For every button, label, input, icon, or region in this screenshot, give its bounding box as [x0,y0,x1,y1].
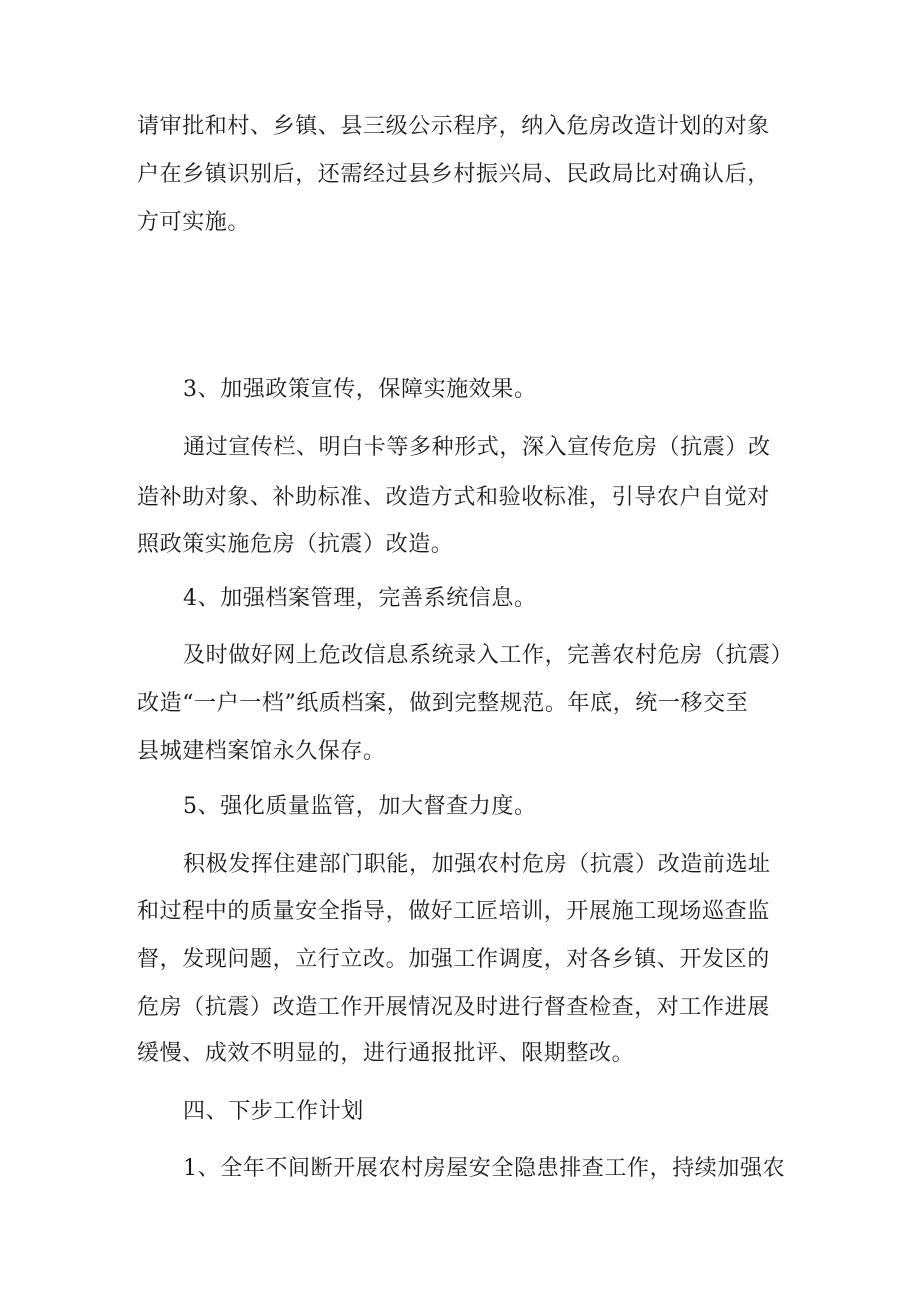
paragraph-line-14: 缓慢、成效不明显的，进行通报批评、限期整改。 [137,1041,635,1066]
paragraph-line-11: 和过程中的质量安全指导，做好工匠培训，开展施工现场巡查监 [137,899,770,924]
paragraph-line-6: 照政策实施危房（抗震）改造。 [137,532,454,557]
paragraph-line-13: 危房（抗震）改造工作开展情况及时进行督查检查，对工作进展 [137,995,770,1020]
paragraph-line-12: 督，发现问题，立行立改。加强工作调度，对各乡镇、开发区的 [137,947,770,972]
paragraph-line-8: 改造“一户一档”纸质档案，做到完整规范。年底，统一移交至 [137,691,749,716]
paragraph-line-9: 县城建档案馆永久保存。 [137,739,386,764]
paragraph-line-5: 造补助对象、补助标准、改造方式和验收标准，引导农户自觉对 [137,485,770,510]
section-heading-5: 5、强化质量监管，加大督查力度。 [183,794,537,819]
paragraph-line-10: 积极发挥住建部门职能，加强农村危房（抗震）改造前选址 [183,852,771,877]
paragraph-line-1: 请审批和村、乡镇、县三级公示程序，纳入危房改造计划的对象 [137,114,770,139]
paragraph-line-2: 户在乡镇识别后，还需经过县乡村振兴局、民政局比对确认后， [137,162,770,187]
section-heading-plan: 四、下步工作计划 [183,1099,364,1124]
paragraph-line-3: 方可实施。 [137,210,251,235]
paragraph-line-15: 1、全年不间断开展农村房屋安全隐患排查工作，持续加强农 [183,1156,786,1181]
paragraph-line-4: 通过宣传栏、明白卡等多种形式，深入宣传危房（抗震）改 [183,435,771,460]
section-heading-4: 4、加强档案管理，完善系统信息。 [183,586,537,611]
paragraph-line-7: 及时做好网上危改信息系统录入工作，完善农村危房（抗震） [183,643,794,668]
section-heading-3: 3、加强政策宣传，保障实施效果。 [183,377,537,402]
